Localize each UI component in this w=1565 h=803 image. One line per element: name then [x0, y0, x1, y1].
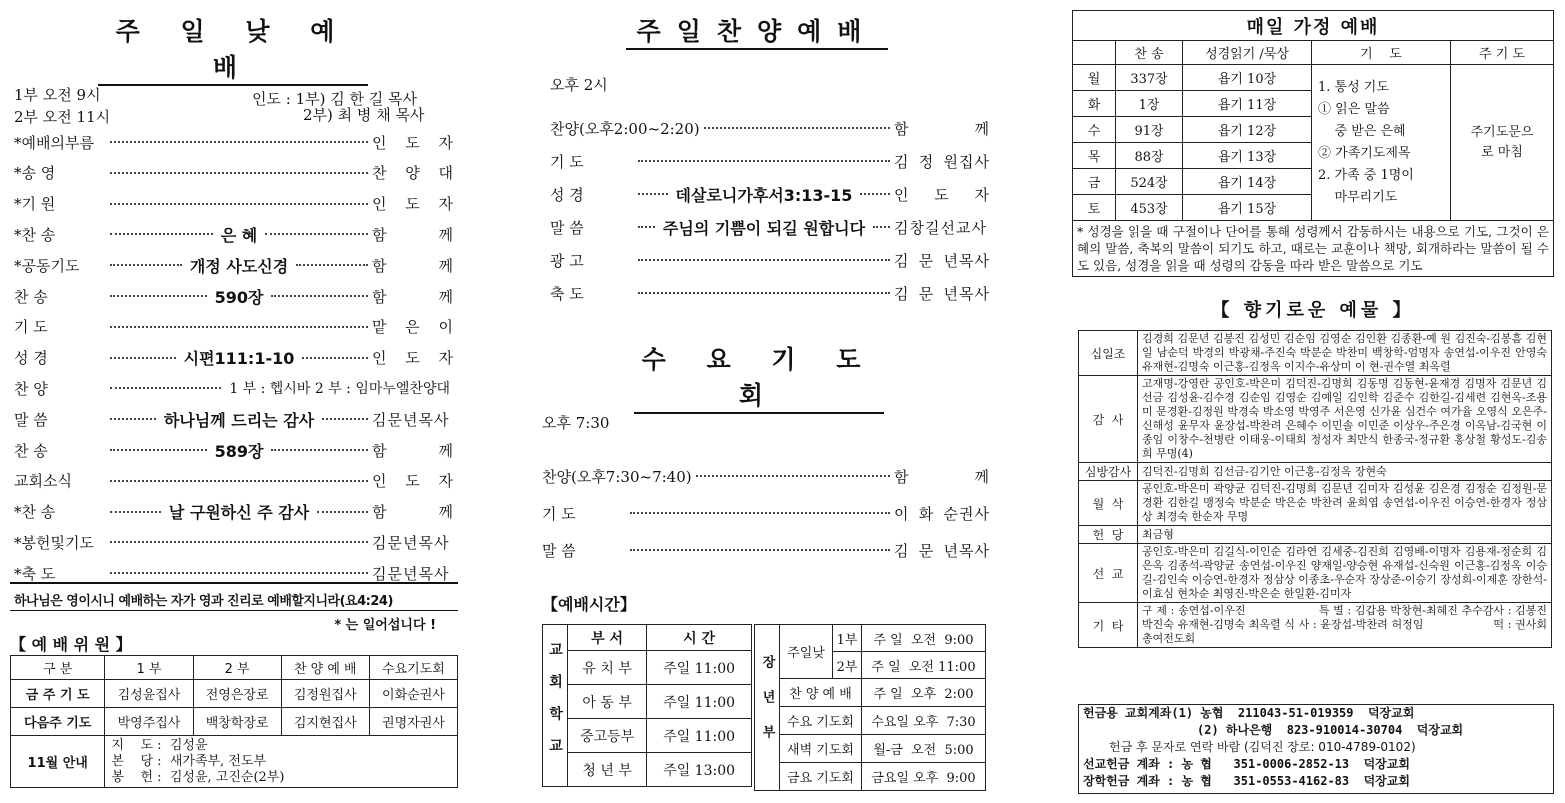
hymn-cell: 1장	[1116, 91, 1183, 117]
order-row	[14, 440, 454, 460]
adult-time: 주 일 오후 2:00	[862, 679, 986, 707]
leader-dots	[302, 357, 368, 359]
sunday-worship-column	[0, 0, 470, 803]
order-content: 날 구원하신 주 감사	[168, 503, 310, 523]
order-label: 성 경	[550, 185, 584, 204]
order-label: 찬 송	[14, 287, 48, 306]
hymn-cell: 453장	[1116, 195, 1183, 221]
adult-schedule-table	[754, 624, 986, 791]
order-responsible: 이 화 순권사	[894, 504, 990, 523]
school-header: 부 서	[568, 625, 647, 651]
committee-header: 수요기도회	[369, 656, 457, 680]
reading-cell: 욥기 10장	[1183, 65, 1312, 91]
leader-dots	[630, 512, 890, 514]
order-row	[550, 118, 990, 138]
family-header: 기 도	[1312, 41, 1451, 65]
order-responsible: 함 께	[372, 256, 454, 275]
order-row	[550, 217, 990, 237]
leader-dots	[110, 387, 221, 389]
adult-service: 수요 기도회	[780, 707, 862, 735]
leader-dots	[110, 172, 368, 174]
order-label: 찬 양	[14, 379, 48, 398]
order-responsible: 김문년목사	[372, 564, 450, 583]
prayer-line: ② 가족기도제목	[1318, 145, 1411, 161]
leader-dots	[638, 292, 890, 294]
order-label: *기 원	[14, 195, 56, 214]
committee-cell: 권명자권사	[369, 708, 457, 736]
school-dept: 중고등부	[568, 719, 647, 753]
account-line: 장학헌금 계좌 : 농 협 351-0553-4162-83 덕장교회	[1083, 774, 1410, 788]
offering-category: 월 삭	[1079, 481, 1138, 526]
order-responsible: 인 도 자	[372, 349, 454, 368]
leader-dots	[704, 127, 890, 129]
offering-row	[1079, 603, 1552, 648]
school-time: 주일 11:00	[647, 651, 752, 685]
order-responsible: 찬 양 대	[372, 164, 454, 183]
order-responsible: 함 께	[894, 467, 990, 486]
order-row	[14, 255, 454, 275]
account-line: 선교헌금 계좌 : 농 협 351-0006-2852-13 덕장교회	[1083, 757, 1410, 771]
order-content: 은 혜	[220, 225, 258, 245]
leader-dots	[638, 193, 668, 195]
wednesday-title: 수 요 기 도 회	[634, 340, 884, 414]
stand-note: * 는 일어섭니다 !	[334, 618, 436, 633]
offering-names: 공인호-박은미 곽양균 김덕진-김명희 김문년 김미자 김성윤 김은경 김정순 김정원-문경환 김한길 맹정숙 박분순 박은순 박찬려 윤희엽 송연섭-이우진 이승연-한경자 정삼상 최경숙 한순자 무명	[1138, 481, 1552, 526]
family-header: 찬 송	[1116, 41, 1183, 65]
order-responsible: 김문년목사	[372, 533, 450, 552]
leader-dots	[860, 193, 890, 195]
family-header: 성경읽기 /묵상	[1183, 41, 1312, 65]
committee-header: 찬 양 예 배	[281, 656, 369, 680]
offering-names: 최금형	[1138, 526, 1552, 544]
offering-category: 기 타	[1079, 603, 1138, 648]
offering-names: 김덕진-김명희 김선금-김기안 이근홍-김정옥 장현숙	[1138, 463, 1552, 481]
offering-names: 공인호-박은미 김길식-이인순 김라연 김세중-김진희 김영배-이명자 김용재-정순희 김은옥 김종석-곽양균 송연섭-이우진 양재일-양승현 유재섭-신숙원 이근홍-김정옥 이승길-김인숙 이승연-한경자 정삼상 이종초-우순자 장상준-이승기 장성희-이제훈 장한석-이효심 현차순 최영진-박은순 한일환-김미자	[1138, 544, 1552, 603]
committee-row	[11, 708, 458, 736]
order-label: 기 도	[542, 504, 576, 523]
committee-cell: 백창학장로	[193, 708, 281, 736]
praise-worship-title: 주일찬양예배	[626, 12, 888, 50]
order-row	[550, 283, 990, 303]
leader-dots	[110, 141, 368, 143]
leader-label: 인도 : 1부)	[252, 90, 326, 108]
adult-time: 수요일 오후 7:30	[862, 707, 986, 735]
order-label: *찬 송	[14, 503, 56, 522]
order-responsible: 인 도 자	[894, 185, 990, 204]
order-responsible: 함 께	[894, 119, 990, 138]
order-content: 데살로니가후서3:13-15	[675, 185, 853, 205]
order-responsible: 김 문 년목사	[894, 541, 990, 560]
day-cell: 토	[1073, 195, 1116, 221]
committee-title: 【 예 배 위 원 】	[10, 635, 132, 654]
reading-cell: 욥기 15장	[1183, 195, 1312, 221]
order-responsible: 김 문 년목사	[894, 284, 990, 303]
order-responsible: 김 정 원집사	[894, 152, 990, 171]
offering-category: 헌 당	[1079, 526, 1138, 544]
offering-row	[1079, 331, 1552, 376]
day-cell: 수	[1073, 117, 1116, 143]
offering-table	[1078, 330, 1552, 648]
lords-prayer: 주기도문으로 마침	[1451, 65, 1554, 221]
leader-dots	[110, 418, 156, 420]
school-dept: 아 동 부	[568, 685, 647, 719]
reading-note: * 성경을 읽을 때 구절이나 단어를 통해 성령께서 감동하시는 내용으로 기도, 그것이 은혜의 말씀, 축복의 말씀이 되기도 하고, 때로는 교훈이나 책망, 회개하라는 말씀이 될 수도 있음, 성경을 읽을 때 성령의 감동을 따라 받은 말씀으로 기도	[1073, 221, 1554, 277]
order-responsible: 인 도 자	[372, 472, 454, 491]
account-box	[1078, 704, 1554, 794]
order-row	[14, 224, 454, 244]
committee-cell: 김성윤집사	[105, 680, 193, 708]
order-label: 성 경	[14, 349, 48, 368]
leader-dots	[110, 264, 182, 266]
family-header: 주 기 도	[1451, 41, 1554, 65]
leader-dots	[271, 295, 368, 297]
day-cell: 금	[1073, 169, 1116, 195]
family-worship-table	[1072, 10, 1554, 277]
leader-dots	[110, 449, 207, 451]
order-content: 시편111:1-10	[183, 349, 295, 369]
offering-names: 김경희 김문년 김봉진 김성민 김순임 김영순 김인환 김종환-예 원 김진숙-김봉흠 김현일 남순덕 박경의 박광채-주진숙 박분순 박찬미 백창학-엄명자 송연섭-이우진 안영숙 유재현-김명숙 이근홍-김정옥 이지수-유상미 이 현-권수열 최옥렬	[1138, 331, 1552, 376]
committee-header: 2 부	[193, 656, 281, 680]
order-label: 말 씀	[542, 541, 576, 560]
adult-part: 2부	[833, 652, 862, 679]
offering-row	[1079, 376, 1552, 463]
offering-category: 선 교	[1079, 544, 1138, 603]
adult-service: 금요 기도회	[780, 763, 862, 791]
family-header	[1073, 41, 1116, 65]
order-row	[550, 184, 990, 204]
leader-1: 김 한 길 목사	[330, 90, 418, 108]
order-row	[542, 503, 990, 523]
order-responsible: 함 께	[372, 287, 455, 306]
leader-dots	[317, 511, 368, 513]
order-content: 주님의 기쁨이 되길 원합니다	[662, 218, 866, 238]
reading-cell: 욥기 13장	[1183, 143, 1312, 169]
november-label: 11월 안내	[11, 736, 105, 788]
family-worship-title: 매일 가정 예배	[1073, 11, 1554, 41]
order-label: 기 도	[14, 318, 48, 337]
order-responsible: 김문년목사	[372, 410, 450, 429]
committee-cell: 금 주 기 도	[11, 680, 105, 708]
order-row	[14, 348, 454, 368]
service-time-2: 2부 오전 11시	[14, 108, 111, 126]
offering-category: 십일조	[1079, 331, 1138, 376]
order-responsible: 김창길선교사	[894, 218, 987, 237]
offering-row	[1079, 481, 1552, 526]
order-row	[14, 471, 454, 491]
order-label: 광 고	[550, 251, 584, 270]
hymn-cell: 337장	[1116, 65, 1183, 91]
offering-row	[1079, 544, 1552, 603]
order-row	[14, 563, 454, 583]
leader-2-label: 2부)	[303, 106, 333, 124]
school-header: 시 간	[647, 625, 752, 651]
leader-dots	[110, 203, 368, 205]
day-cell: 화	[1073, 91, 1116, 117]
school-time: 주일 11:00	[647, 685, 752, 719]
committee-header: 1 부	[105, 656, 193, 680]
order-responsible: 인 도 자	[372, 195, 454, 214]
prayer-line: ① 읽은 말씀	[1318, 101, 1390, 117]
adult-time: 금요일 오후 9:00	[862, 763, 986, 791]
committee-header-row	[11, 656, 458, 680]
order-label: 찬양(오후7:30~7:40)	[542, 467, 692, 486]
prayer-guide	[1312, 65, 1451, 221]
leader-dots	[110, 480, 368, 482]
committee-cell: 전영은장로	[193, 680, 281, 708]
day-cell: 목	[1073, 143, 1116, 169]
order-label: *예배의부름	[14, 133, 94, 152]
november-line: 봉 헌 : 김성윤, 고진순(2부)	[111, 769, 285, 785]
adult-service: 새벽 기도회	[780, 735, 862, 763]
order-row	[14, 502, 454, 522]
offering-row	[1079, 526, 1552, 544]
leader-dots	[110, 572, 368, 574]
order-row	[14, 163, 454, 183]
offering-names: 구 제 : 송연섭-이우진 특 별 : 김갑용 박창현-최혜진 추수감사 : 김봉진 박진숙 유재현-김명숙 최옥렬 식 사 : 윤장섭-박찬려 허정임 떡 : 권사회 총여전도회	[1138, 603, 1552, 648]
order-row	[14, 132, 454, 152]
order-label: 교회소식	[14, 472, 72, 491]
order-responsible: 함 께	[372, 503, 455, 522]
leader-dots	[110, 233, 213, 235]
leader-dots	[271, 449, 368, 451]
school-label: 교회학교	[543, 625, 568, 787]
leader-dots	[110, 511, 161, 513]
order-label: *찬 송	[14, 225, 56, 244]
order-row	[550, 250, 990, 270]
november-line: 지 도 : 김성윤	[111, 737, 208, 753]
praise-worship-column	[530, 0, 1000, 803]
scripture-verse: 하나님은 영이시니 예배하는 자가 영과 진리로 예배할지니라(요4:24)	[14, 594, 393, 609]
order-row	[542, 466, 990, 486]
committee-cell: 김지현집사	[281, 708, 369, 736]
november-row	[11, 736, 458, 788]
school-time: 주일 11:00	[647, 719, 752, 753]
order-label: 축 도	[550, 284, 584, 303]
family-worship-column	[1068, 0, 1560, 803]
committee-cell: 김정원집사	[281, 680, 369, 708]
reading-cell: 욥기 11장	[1183, 91, 1312, 117]
order-label: *공동기도	[14, 256, 80, 275]
order-label: 찬 송	[14, 441, 48, 460]
prayer-line: 1. 통성 기도	[1318, 79, 1389, 95]
school-time: 주일 13:00	[647, 753, 752, 787]
reading-cell: 욥기 14장	[1183, 169, 1312, 195]
order-content: 하나님께 드리는 감사	[163, 410, 315, 430]
leader-dots	[110, 357, 176, 359]
school-schedule-table	[542, 624, 752, 787]
order-row	[14, 532, 454, 552]
leader-line-2	[303, 104, 424, 125]
committee-cell: 다음주 기도	[11, 708, 105, 736]
order-label: *축 도	[14, 564, 56, 583]
order-responsible: 맡 은 이	[372, 318, 454, 337]
order-label: 찬양(오후2:00~2:20)	[550, 119, 700, 138]
adult-time: 주 일 오전 11:00	[862, 652, 986, 679]
schedule-title: 【예배시간】	[542, 595, 636, 614]
order-row	[14, 286, 454, 306]
leader-dots	[873, 226, 890, 228]
leader-dots	[110, 541, 368, 543]
adult-sunday: 주일낮	[780, 625, 833, 679]
order-label: 말 씀	[14, 410, 48, 429]
leader-dots	[110, 295, 207, 297]
leader-dots	[265, 233, 368, 235]
adult-time: 주 일 오전 9:00	[862, 625, 986, 652]
hymn-cell: 524장	[1116, 169, 1183, 195]
order-content: 590장	[214, 287, 264, 307]
wednesday-time: 오후 7:30	[542, 414, 610, 432]
offering-category: 심방감사	[1079, 463, 1138, 481]
order-row	[542, 540, 990, 560]
committee-cell: 이화순권사	[369, 680, 457, 708]
order-row	[14, 317, 454, 337]
committee-header: 구 분	[11, 656, 105, 680]
leader-dots	[638, 160, 890, 162]
leader-dots	[638, 226, 655, 228]
order-responsible: 함 께	[372, 225, 455, 244]
order-row	[550, 151, 990, 171]
offering-names: 고재명-강영란 공인호-박은미 김덕진-김명희 김동명 김동현-윤재경 김명자 김문년 김선금 김성윤-김수경 김순임 김영순 김예일 김인학 김준수 김한길-김세련 김현옥-조용미 문경환-김정원 박경숙 박소영 박영주 서은영 신가윤 심건수 여가율 오영식 오은주-신해성 윤무자 윤장섭-박찬려 은혜수 이민솔 이민준 이상우-주은경 이옥남-김국현 이종임 이창수-천병란 이태웅-이태희 정성자 최만식 한종국-정규환 홍상철 황성도-김송희 무명(4)	[1138, 376, 1552, 463]
order-row	[14, 409, 454, 429]
hymn-cell: 88장	[1116, 143, 1183, 169]
committee-cell: 박영주집사	[105, 708, 193, 736]
committee-table	[10, 655, 458, 788]
order-label: 기 도	[550, 152, 584, 171]
order-responsible: 함 께	[372, 441, 455, 460]
order-label: 말 씀	[550, 218, 584, 237]
account-line: 헌금용 교회계좌(1) 농협 211043-51-019359 덕장교회	[1083, 706, 1415, 720]
order-row	[14, 194, 454, 214]
sunday-worship-title: 주 일 낮 예 배	[98, 12, 368, 86]
order-label: *송 영	[14, 164, 56, 183]
leader-dots	[696, 475, 890, 477]
praise-time: 오후 2시	[550, 76, 608, 94]
adult-service: 찬 양 예 배	[780, 679, 862, 707]
account-line: (2) 하나은행 823-910014-30704 덕장교회	[1197, 723, 1464, 737]
leader-dots	[322, 418, 368, 420]
order-responsible: 김 문 년목사	[894, 251, 990, 270]
leader-dots	[110, 326, 368, 328]
reading-cell: 욥기 12장	[1183, 117, 1312, 143]
school-dept: 청 년 부	[568, 753, 647, 787]
order-label: *봉헌및기도	[14, 533, 94, 552]
prayer-line: 중 받은 은혜	[1318, 123, 1406, 139]
order-row	[14, 378, 454, 398]
order-responsible: 인 도 자	[372, 133, 454, 152]
committee-row	[11, 680, 458, 708]
service-time-1: 1부 오전 9시	[14, 86, 101, 104]
order-content: 1 부 : 헵시바 2 부 : 임마누엘찬양대	[229, 381, 450, 398]
adult-part: 1부	[833, 625, 862, 652]
leader-dots	[638, 259, 890, 261]
november-info	[105, 736, 458, 788]
prayer-line: 2. 가족 중 1명이	[1318, 167, 1414, 183]
order-content: 589장	[214, 441, 264, 461]
offering-row	[1079, 463, 1552, 481]
prayer-line: 마무리기도	[1318, 189, 1398, 205]
adult-time: 월-금 오전 5:00	[862, 735, 986, 763]
hymn-cell: 91장	[1116, 117, 1183, 143]
order-content: 개정 사도신경	[189, 256, 289, 276]
leader-2: 최 병 채 목사	[337, 106, 425, 124]
november-line: 본 당 : 새가족부, 전도부	[111, 753, 266, 769]
contact-line: 헌금 후 문자로 연락 바람 (김덕진 장로: 010-4789-0102)	[1109, 740, 1416, 754]
day-cell: 월	[1073, 65, 1116, 91]
offering-title: 【 향기로운 예물 】	[1211, 300, 1415, 321]
school-dept: 유 치 부	[568, 651, 647, 685]
leader-dots	[630, 549, 890, 551]
adult-label: 장년부	[755, 625, 780, 791]
offering-category: 감 사	[1079, 376, 1138, 463]
leader-dots	[296, 264, 368, 266]
